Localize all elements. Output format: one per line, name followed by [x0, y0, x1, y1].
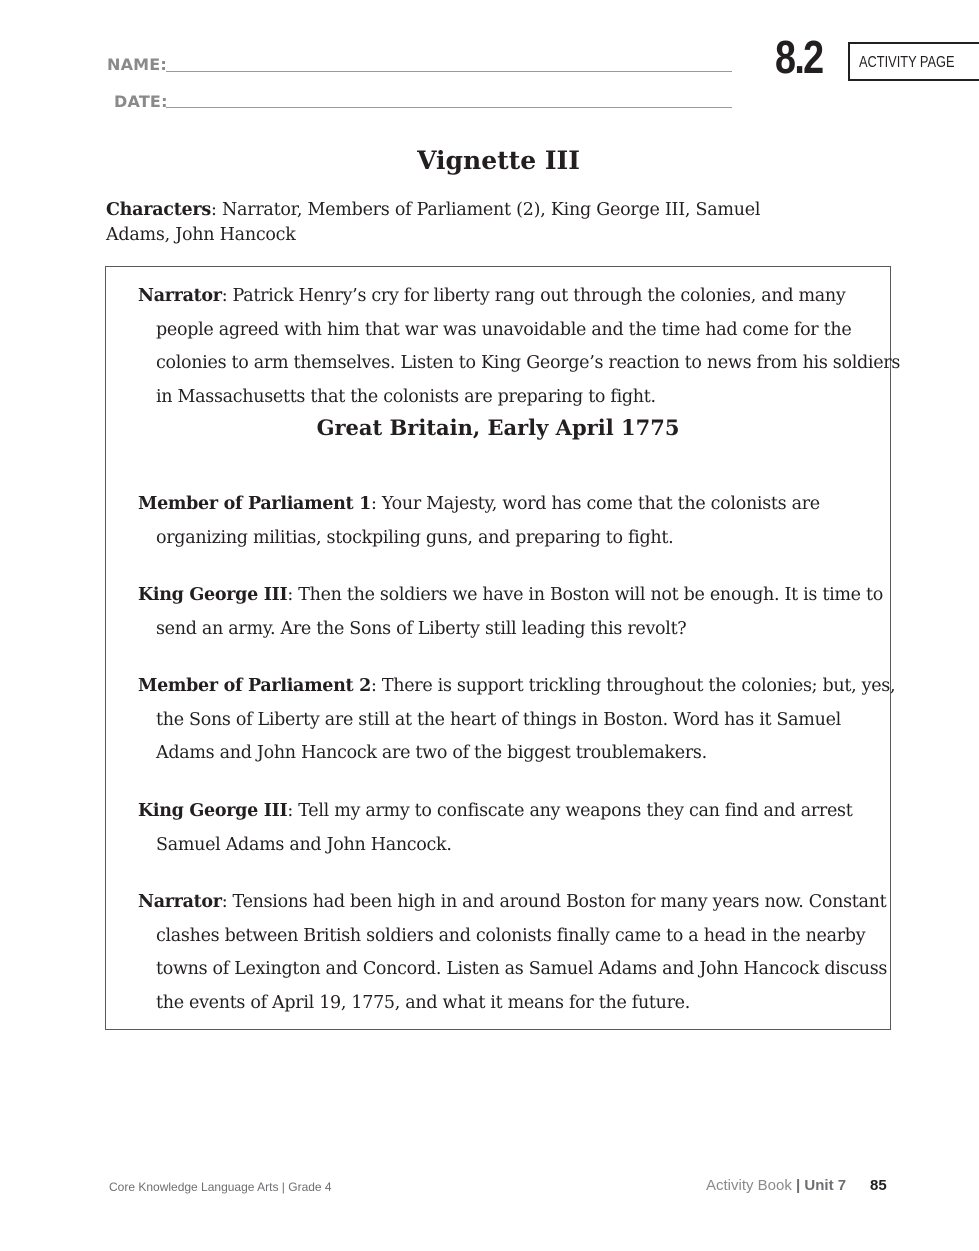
line-text: : Then the soldiers we have in Boston will not be enough. It is time to send an army. Are the Sons of Liberty still leading this revolt? [156, 585, 883, 639]
speaker-name: Narrator [138, 892, 222, 912]
characters-names: : Narrator, Members of Parliament (2), King George III, Samuel Adams, John Hancock [106, 200, 761, 245]
script-line-member-of-parliament-2 [138, 670, 901, 771]
name-field-line[interactable] [166, 71, 732, 72]
line-text: : Tell my army to confiscate any weapons they can find and arrest Samuel Adams and John Hancock. [156, 801, 853, 855]
name-label: NAME: [107, 55, 168, 74]
speaker-name: King George III [138, 801, 288, 821]
speaker-name: Member of Parliament 1 [138, 494, 372, 514]
footer-separator: | [796, 1177, 805, 1194]
script-line-narrator [138, 886, 901, 1020]
script-line-member-of-parliament-1 [138, 488, 901, 555]
activity-page-label: ACTIVITY PAGE [859, 54, 955, 71]
activity-page-badge [848, 42, 979, 81]
footer-book-unit [706, 1177, 846, 1194]
script-box [105, 266, 901, 1030]
characters-label: Characters [106, 200, 211, 220]
characters-list [106, 198, 806, 248]
footer-series: Core Knowledge Language Arts | Grade 4 [109, 1180, 332, 1194]
script-line-king-george [138, 579, 901, 646]
page-title: Vignette III [417, 146, 580, 175]
script-line-king-george [138, 795, 901, 862]
line-text: : Your Majesty, word has come that the colonists are organizing militias, stockpiling guns, and preparing to fight. [156, 494, 820, 548]
line-text: : Tensions had been high in and around Boston for many years now. Constant clashes between British soldiers and colonists finally came to a head in the nearby towns of Lexington and Concord. Listen as Samuel Adams and John Hancock discuss the events of April 19, 1775, and what it means for the future. [156, 892, 888, 1013]
scene-heading: Great Britain, Early April 1775 [316, 415, 680, 440]
footer-unit: Unit 7 [804, 1177, 847, 1194]
speaker-name: Narrator [138, 286, 222, 306]
date-field-line[interactable] [166, 107, 732, 108]
speaker-name: King George III [138, 585, 288, 605]
date-label: DATE: [114, 92, 168, 111]
line-text: : There is support trickling throughout the colonies; but, yes, the Sons of Liberty are still at the heart of things in Boston. Word has it Samuel Adams and John Hancock are two of the biggest troublemakers. [156, 676, 896, 763]
speaker-name: Member of Parliament 2 [138, 676, 372, 696]
script-line-narrator [138, 280, 901, 414]
line-text: : Patrick Henry’s cry for liberty rang out through the colonies, and many people agreed with him that war was unavoidable and the time had come for the colonies to arm themselves. Listen to King George’s reaction to news from his soldiers in Massachusetts that the colonists are preparing to fight. [156, 286, 901, 407]
lesson-number: 8.2 [775, 31, 823, 83]
page-number: 85 [870, 1177, 887, 1194]
footer-book: Activity Book [706, 1177, 797, 1194]
